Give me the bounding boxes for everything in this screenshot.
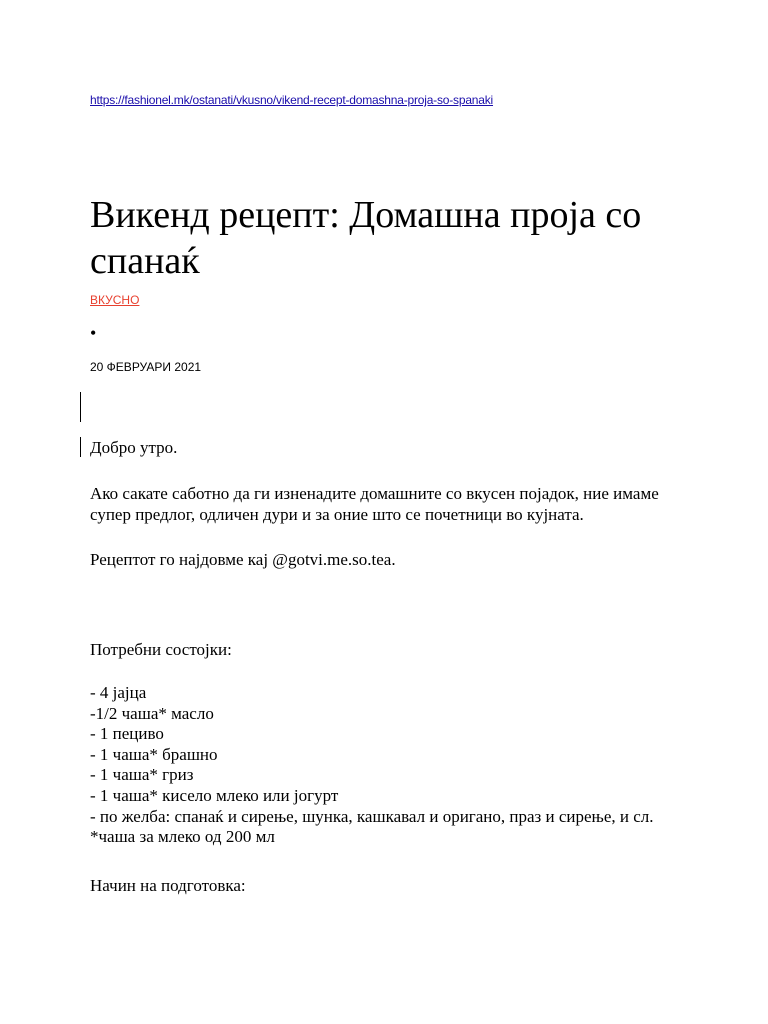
ingredients-list — [90, 683, 654, 848]
credit-paragraph: Рецептот го најдовме кај @gotvi.me.so.tea. — [90, 550, 396, 569]
preparation-heading: Начин на подготовка: — [90, 876, 246, 895]
source-url-link[interactable]: https://fashionel.mk/ostanati/vkusno/vikend-recept-domashna-proja-so-spanaki — [90, 93, 494, 107]
ingredient-item: - 1 чаша* брашно — [90, 744, 218, 764]
category-link[interactable]: ВКУСНО — [90, 293, 140, 307]
ingredient-item: - по желба: спанаќ и сирење, шунка, кашкавал и оригано, праз и сирење, и сл. — [90, 806, 654, 826]
ingredient-item: -1/2 чаша* масло — [90, 703, 214, 723]
text-cursor-divider — [80, 437, 81, 457]
ingredient-note: *чаша за млеко од 200 мл — [90, 827, 275, 847]
intro-paragraph: Ако сакате саботно да ги изненадите домашните со вкусен појадок, ние имаме супер предлог, одличен дури и за оние што се почетници во кујната. — [90, 484, 659, 524]
ingredients-heading: Потребни состојки: — [90, 640, 232, 659]
greeting-paragraph: Добро утро. — [90, 438, 178, 457]
ingredient-item: - 4 јајца — [90, 683, 147, 702]
meta-bullet: • — [90, 323, 97, 343]
ingredient-item: - 1 чаша* кисело млеко или јогурт — [90, 785, 339, 805]
publish-date: 20 ФЕВРУАРИ 2021 — [90, 360, 202, 374]
article-title: Викенд рецепт: Домашна проја со спанаќ — [90, 194, 642, 282]
ingredient-item: - 1 пециво — [90, 724, 164, 744]
ingredient-item: - 1 чаша* гриз — [90, 765, 194, 785]
text-cursor-divider — [80, 392, 81, 422]
